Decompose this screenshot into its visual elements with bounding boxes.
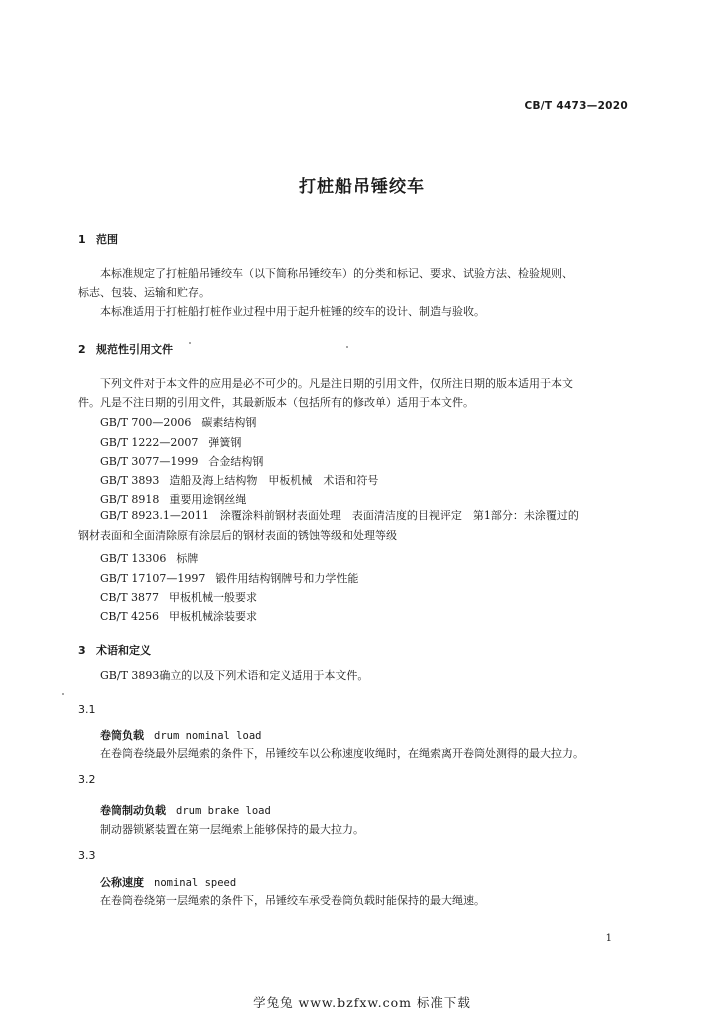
reference-name: 甲板机械一般要求 xyxy=(169,591,258,604)
text-line: 钢材表面和全面清除原有涂层后的钢材表面的锈蚀等级和处理等级 xyxy=(78,529,397,542)
clause-number: 3.1 xyxy=(78,703,96,716)
section-title: 范围 xyxy=(96,233,118,246)
scan-speck xyxy=(346,346,348,348)
term-definition: 在卷筒卷绕第一层绳索的条件下，吊锤绞车承受卷筒负载时能保持的最大绳速。 xyxy=(100,894,485,907)
reference-name: 重要用途钢丝绳 xyxy=(169,493,247,506)
reference-item xyxy=(100,608,257,624)
section-number: 3 xyxy=(78,644,86,657)
term-chinese: 卷筒制动负载 xyxy=(100,804,166,817)
reference-name: 甲板机械涂装要求 xyxy=(169,610,258,623)
reference-item xyxy=(100,414,256,430)
reference-name: 造船及海上结构物 甲板机械 术语和符号 xyxy=(169,474,379,487)
clause-number: 3.2 xyxy=(78,773,96,786)
document-title: 打桩船吊锤绞车 xyxy=(299,177,425,197)
normative-intro xyxy=(78,374,628,412)
reference-name: 标牌 xyxy=(176,552,199,565)
section-number: 2 xyxy=(78,343,86,356)
reference-name: 锻件用结构钢牌号和力学性能 xyxy=(215,572,359,585)
reference-code: CB/T 3877 xyxy=(100,591,160,604)
reference-code: GB/T 8918 xyxy=(100,493,160,506)
reference-code: CB/T 4256 xyxy=(100,610,160,623)
scan-speck xyxy=(62,693,64,695)
text-line: 下列文件对于本文件的应用是必不可少的。凡是注日期的引用文件，仅所注日期的版本适用于本文 xyxy=(100,377,573,390)
reference-item xyxy=(100,453,263,469)
clause-number: 3.3 xyxy=(78,849,96,862)
reference-item xyxy=(100,472,378,488)
reference-item xyxy=(100,589,257,605)
standard-code: CB/T 4473—2020 xyxy=(524,100,628,112)
term-chinese: 公称速度 xyxy=(100,876,144,889)
reference-name: 合金结构钢 xyxy=(208,455,264,468)
text-line: 本标准适用于打桩船打桩作业过程中用于起升桩锤的绞车的设计、制造与验收。 xyxy=(100,305,485,318)
text-line: 标志、包装、运输和贮存。 xyxy=(78,286,210,299)
section-heading-scope xyxy=(78,231,118,247)
term-heading xyxy=(100,802,271,818)
reference-code: GB/T 17107—1997 xyxy=(100,572,206,585)
section-heading-normative xyxy=(78,341,173,357)
reference-code: GB/T 13306 xyxy=(100,552,167,565)
text-line: GB/T 3893确立的以及下列术语和定义适用于本文件。 xyxy=(100,669,369,682)
reference-name: 弹簧钢 xyxy=(208,436,242,449)
term-english: drum brake load xyxy=(176,805,271,817)
term-heading xyxy=(100,727,261,743)
page-number: 1 xyxy=(605,933,612,944)
reference-code: GB/T 3893 xyxy=(100,474,160,487)
section-number: 1 xyxy=(78,233,86,246)
footer-watermark: 学兔兔 www.bzfxw.com 标准下载 xyxy=(253,995,471,1010)
reference-item xyxy=(100,491,246,507)
text-line: 件。凡是不注日期的引用文件，其最新版本（包括所有的修改单）适用于本文件。 xyxy=(78,396,474,409)
term-heading xyxy=(100,874,236,890)
section-title: 规范性引用文件 xyxy=(96,343,173,356)
term-english: nominal speed xyxy=(154,877,237,889)
reference-code: GB/T 3077—1999 xyxy=(100,455,199,468)
scope-paragraph xyxy=(78,264,628,321)
text-line: 本标准规定了打桩船吊锤绞车（以下简称吊锤绞车）的分类和标记、要求、试验方法、检验规则、 xyxy=(100,267,573,280)
reference-code: GB/T 700—2006 xyxy=(100,416,192,429)
reference-item-long xyxy=(78,506,633,546)
reference-name: 碳素结构钢 xyxy=(201,416,257,429)
reference-item xyxy=(100,550,198,566)
term-english: drum nominal load xyxy=(154,730,262,742)
term-definition: 制动器锁紧装置在第一层绳索上能够保持的最大拉力。 xyxy=(100,823,364,836)
reference-code: GB/T 1222—2007 xyxy=(100,436,199,449)
reference-item xyxy=(100,570,358,586)
terms-intro xyxy=(78,666,628,685)
section-title: 术语和定义 xyxy=(96,644,151,657)
scan-speck xyxy=(189,342,191,344)
section-heading-terms xyxy=(78,642,151,658)
text-line: GB/T 8923.1—2011 涂覆涂料前钢材表面处理 表面清洁度的目视评定 第1部分：未涂覆过的 xyxy=(100,509,579,522)
term-chinese: 卷筒负载 xyxy=(100,729,144,742)
term-definition: 在卷筒卷绕最外层绳索的条件下，吊锤绞车以公称速度收绳时，在绳索离开卷筒处测得的最大拉力。 xyxy=(100,747,584,760)
reference-item xyxy=(100,434,241,450)
